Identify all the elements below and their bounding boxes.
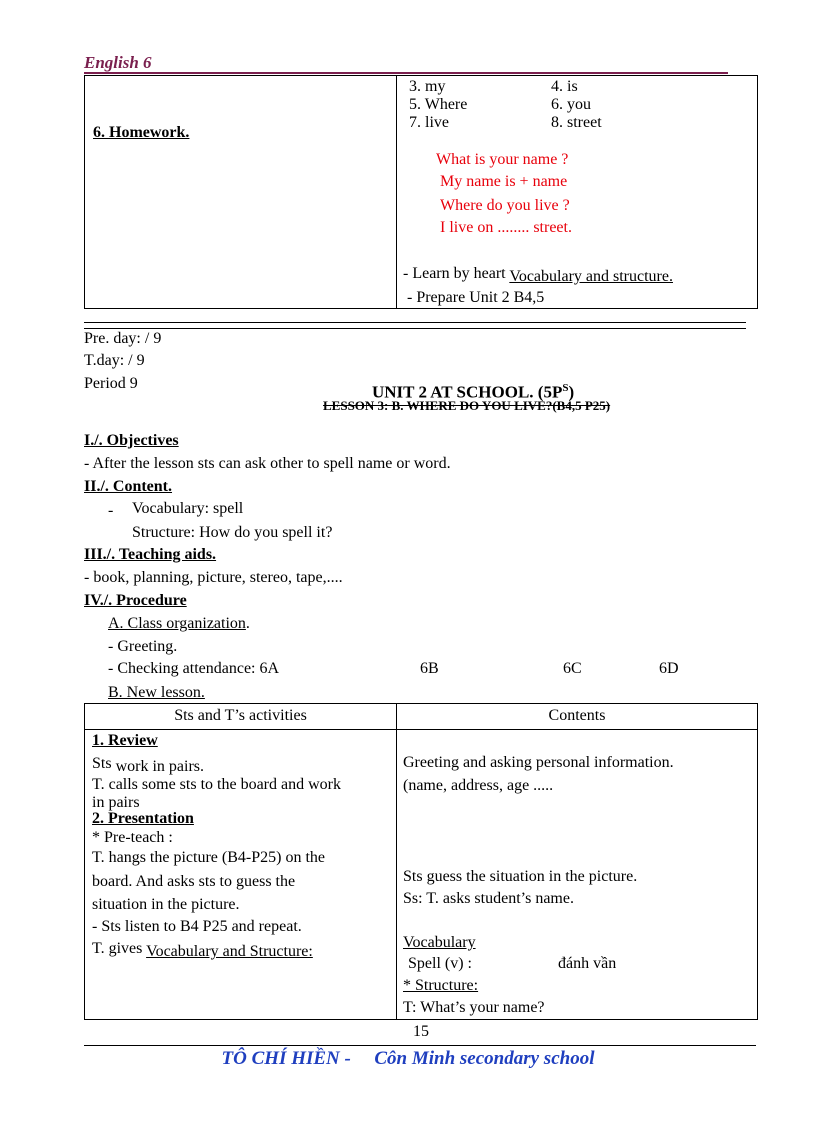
col-header-activities: Sts and T’s activities [174, 707, 307, 724]
footer-rule [84, 1045, 756, 1046]
pre-teach: * Pre-teach : [92, 829, 173, 846]
homework-task-2: - Prepare Unit 2 B4,5 [407, 289, 545, 306]
aids-title: III./. Teaching aids. [84, 546, 217, 563]
listen-line: - Sts listen to B4 P25 and repeat. [92, 918, 302, 935]
hangs-line-3: situation in the picture. [92, 896, 240, 913]
red-line-3: Where do you live ? [440, 197, 570, 214]
ss-asks: Ss: T. asks student’s name. [403, 890, 574, 907]
homework-table-divider [396, 76, 397, 308]
objectives-title: I./. Objectives [84, 432, 179, 449]
pre-day: Pre. day: / 9 [84, 330, 162, 347]
task1-prefix: - Learn by heart [403, 265, 506, 282]
new-lesson: B. New lesson. [108, 684, 205, 701]
hangs-line-2: board. And asks sts to guess the [92, 873, 296, 890]
unit-title: UNIT 2 AT SCHOOL. $(5P^S)$ [372, 382, 575, 402]
t-day: T.day: / 9 [84, 352, 145, 369]
red-line-2: My name is + name [440, 173, 568, 190]
objectives-text: - After the lesson sts can ask other to spell name or word. [84, 455, 451, 472]
presentation-title: 2. Presentation [92, 810, 194, 827]
answer-8: 8. street [551, 114, 602, 131]
answer-7: 7. live [409, 114, 449, 131]
content-title: II./. Content. [84, 478, 173, 495]
class-6c: 6C [563, 660, 582, 677]
gives-line: T. gives Vocabulary and Structure: [92, 940, 313, 960]
red-line-4: I live on ........ street. [440, 219, 572, 236]
answer-3: 3. my [409, 78, 446, 95]
guess-situation: Sts guess the situation in the picture. [403, 868, 638, 885]
structure-line: Structure: How do you spell it? [132, 524, 333, 541]
greeting: - Greeting. [108, 638, 178, 655]
footer-author: TÔ CHÍ HIỀN - [221, 1048, 351, 1069]
class-6b: 6B [420, 660, 439, 677]
homework-task-1 [403, 265, 673, 283]
page-number: 15 [413, 1023, 429, 1040]
review-title: 1. Review [92, 732, 158, 749]
header-title: English 6 [84, 53, 152, 72]
task1-rest: Vocabulary and structure. [509, 268, 673, 285]
greeting-info-2: (name, address, age ..... [403, 777, 554, 794]
separator-2 [84, 328, 746, 329]
activities-table-divider [396, 704, 397, 1019]
review-line-3: in pairs [92, 794, 140, 811]
answer-5: 5. Where [409, 96, 468, 113]
greeting-info: Greeting and asking personal information. [403, 754, 674, 771]
activities-header-rule [85, 729, 757, 730]
structure-title: * Structure: [403, 977, 479, 994]
footer [0, 1048, 816, 1070]
footer-school: Côn Minh secondary school [374, 1048, 595, 1069]
aids-text: - book, planning, picture, stereo, tape,.... [84, 569, 343, 586]
class-6d: 6D [659, 660, 679, 677]
red-line-1: What is your name ? [436, 151, 569, 168]
activities-table [84, 703, 758, 1020]
vocabulary-line: Vocabulary: spell [132, 500, 244, 517]
homework-label: 6. Homework. [93, 124, 190, 141]
lesson-title: LESSON 3: B. WHERE DO YOU LIVE?(B4,5 P25) [323, 398, 611, 413]
vocab-bullet: - [108, 502, 114, 519]
spell-translation: đánh vần [558, 955, 617, 972]
homework-table [84, 75, 758, 309]
spell-term: Spell (v) : [408, 955, 472, 972]
attendance: - Checking attendance: 6A [108, 660, 280, 677]
whats-your-name: T: What’s your name? [403, 999, 545, 1016]
review-line-2: T. calls some sts to the board and work [92, 776, 341, 793]
answer-6: 6. you [551, 96, 591, 113]
header-rule [84, 72, 728, 74]
vocab-title: Vocabulary [403, 934, 476, 951]
procedure-title: IV./. Procedure [84, 592, 187, 609]
review-line-1: Sts work in pairs. [92, 755, 205, 775]
separator-1 [84, 322, 746, 323]
answer-4: 4. is [551, 78, 578, 95]
period: Period 9 [84, 375, 138, 392]
col-header-contents: Contents [548, 707, 606, 724]
class-organization: A. Class organization. [108, 615, 250, 632]
hangs-line-1: T. hangs the picture (B4-P25) on the [92, 849, 325, 866]
